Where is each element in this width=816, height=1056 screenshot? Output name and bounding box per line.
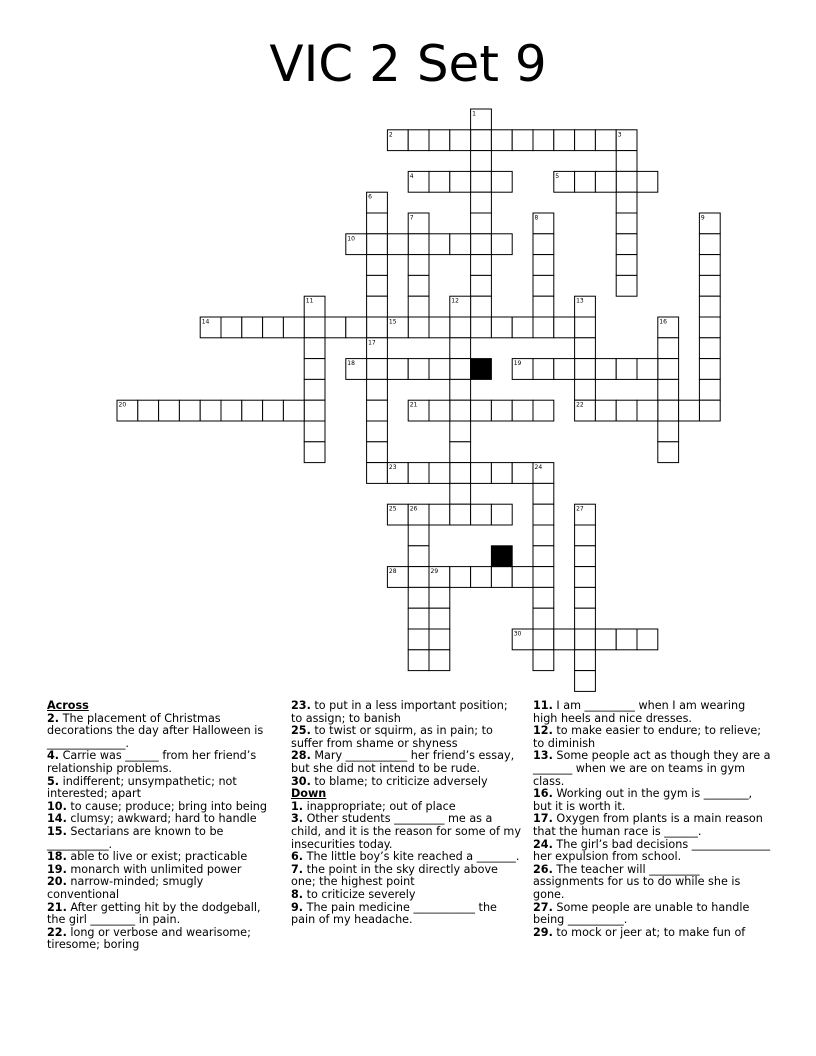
clue-down-16: 16. Working out in the gym is ________, but it is worth it.	[533, 787, 753, 813]
grid-cell[interactable]	[429, 629, 450, 650]
clue-number-2: 2	[388, 131, 393, 139]
grid-cell[interactable]	[533, 608, 554, 629]
grid-cell[interactable]	[408, 359, 429, 380]
grid-cell[interactable]	[699, 317, 720, 338]
grid-cell[interactable]	[616, 213, 637, 234]
clue-across-5: 5. indifferent; unsympathetic; not interested; apart	[47, 774, 237, 801]
grid-cell[interactable]	[408, 296, 429, 317]
grid-cell[interactable]	[367, 379, 388, 400]
grid-cell[interactable]	[450, 463, 471, 484]
grid-cell[interactable]	[699, 296, 720, 317]
grid-cell[interactable]	[408, 525, 429, 546]
grid-cell[interactable]	[367, 296, 388, 317]
clue-number-25: 25	[388, 505, 397, 513]
grid-cell[interactable]	[554, 130, 575, 151]
grid-cell[interactable]	[367, 234, 388, 255]
clue-number-29: 29	[430, 568, 439, 576]
grid-cell[interactable]	[242, 317, 263, 338]
clue-number-16: 16	[659, 318, 667, 326]
grid-cell[interactable]	[533, 650, 554, 671]
clue-across-18: 18. able to live or exist; practicable	[47, 850, 248, 864]
grid-cell[interactable]	[304, 442, 325, 463]
grid-cell[interactable]	[367, 359, 388, 380]
grid-cell[interactable]	[367, 400, 388, 421]
clue-column-2	[291, 700, 522, 927]
grid-cell[interactable]	[283, 400, 304, 421]
grid-cell[interactable]	[408, 587, 429, 608]
grid-cell[interactable]	[533, 130, 554, 151]
grid-cell[interactable]	[533, 234, 554, 255]
clue-number-4: 4	[409, 172, 414, 180]
grid-cell[interactable]	[450, 171, 471, 192]
grid-cell[interactable]	[616, 255, 637, 276]
grid-cell[interactable]	[471, 234, 492, 255]
grid-cell[interactable]	[304, 338, 325, 359]
clue-down-7: 7. the point in the sky directly above one; the highest point	[291, 862, 498, 889]
grid-cell[interactable]	[699, 359, 720, 380]
grid-cell[interactable]	[575, 379, 596, 400]
clue-down-8: 8. to criticize severely	[291, 887, 416, 901]
grid-cell[interactable]	[658, 379, 679, 400]
grid-cell[interactable]	[575, 359, 596, 380]
grid-cell[interactable]	[283, 317, 304, 338]
clue-down-1: 1. inappropriate; out of place	[291, 799, 456, 813]
grid-cell[interactable]	[595, 629, 616, 650]
grid-cell[interactable]	[533, 504, 554, 525]
grid-cell[interactable]	[408, 608, 429, 629]
grid-cell[interactable]	[387, 359, 408, 380]
grid-cell[interactable]	[575, 567, 596, 588]
grid-cell[interactable]	[450, 379, 471, 400]
grid-cell[interactable]	[491, 567, 512, 588]
grid-cell[interactable]	[450, 359, 471, 380]
grid-cell[interactable]	[616, 171, 637, 192]
clue-down-13: 13. Some people act as though they are a _______ when we are on teams in gym class.	[533, 749, 771, 788]
grid-cell[interactable]	[471, 130, 492, 151]
grid-cell[interactable]	[429, 400, 450, 421]
grid-cell[interactable]	[471, 213, 492, 234]
grid-cell[interactable]	[367, 255, 388, 276]
grid-cell[interactable]	[304, 379, 325, 400]
grid-cell[interactable]	[533, 525, 554, 546]
grid-cell[interactable]	[699, 379, 720, 400]
grid-cell[interactable]	[159, 400, 180, 421]
clue-across-28: 28. Mary ___________ her friend’s essay, but she did not intend to be rude.	[291, 749, 515, 775]
clue-number-24: 24	[534, 464, 543, 472]
clue-across-10: 10. to cause; produce; bring into being	[47, 799, 267, 813]
clue-down-3: 3. Other students _________ me as a child, and it is the reason for some of my insecurities today.	[291, 812, 521, 851]
grid-cell[interactable]	[450, 400, 471, 421]
grid-cell[interactable]	[533, 629, 554, 650]
grid-cell[interactable]	[471, 567, 492, 588]
clue-number-17: 17	[368, 339, 376, 347]
grid-cell[interactable]	[408, 650, 429, 671]
grid-cell[interactable]	[491, 463, 512, 484]
clue-number-19: 19	[513, 360, 522, 368]
grid-cell[interactable]	[595, 359, 616, 380]
clue-number-12: 12	[451, 297, 459, 305]
clue-down-9: 9. The pain medicine ___________ the pain of my headache.	[291, 900, 497, 927]
grid-cell[interactable]	[408, 275, 429, 296]
grid-cell[interactable]	[699, 255, 720, 276]
grid-cell[interactable]	[616, 629, 637, 650]
grid-cell[interactable]	[263, 317, 284, 338]
grid-cell[interactable]	[491, 400, 512, 421]
grid-cell[interactable]	[512, 317, 533, 338]
grid-cell[interactable]	[450, 483, 471, 504]
grid-cell[interactable]	[533, 400, 554, 421]
clue-down-27: 27. Some people are unable to handle being __________.	[533, 900, 750, 927]
grid-cell[interactable]	[450, 317, 471, 338]
grid-cell[interactable]	[616, 275, 637, 296]
clue-number-13: 13	[576, 297, 584, 305]
grid-cell[interactable]	[367, 463, 388, 484]
clue-number-5: 5	[555, 172, 560, 180]
clue-across-25: 25. to twist or squirm, as in pain; to suffer from shame or shyness	[291, 724, 493, 750]
grid-cell[interactable]	[575, 130, 596, 151]
clue-number-27: 27	[576, 505, 584, 513]
grid-cell[interactable]	[575, 650, 596, 671]
grid-cell[interactable]	[575, 317, 596, 338]
clue-number-1: 1	[472, 110, 476, 118]
grid-cell[interactable]	[450, 338, 471, 359]
grid-cell[interactable]	[367, 275, 388, 296]
grid-cell[interactable]	[512, 400, 533, 421]
grid-cell[interactable]	[616, 400, 637, 421]
clue-column-1	[47, 700, 277, 952]
clue-number-15: 15	[388, 318, 397, 326]
grid-cell[interactable]	[429, 359, 450, 380]
grid-cell[interactable]	[471, 463, 492, 484]
grid-cell[interactable]	[304, 359, 325, 380]
clue-number-6: 6	[368, 193, 372, 201]
grid-cell[interactable]	[304, 317, 325, 338]
grid-cell[interactable]	[575, 671, 596, 692]
grid-cell[interactable]	[575, 629, 596, 650]
grid-cell[interactable]	[387, 234, 408, 255]
black-cell	[471, 359, 492, 380]
grid-cell[interactable]	[637, 171, 658, 192]
grid-cell[interactable]	[554, 629, 575, 650]
clue-across-21: 21. After getting hit by the dodgeball, the girl ________ in pain.	[47, 900, 261, 927]
grid-cell[interactable]	[533, 317, 554, 338]
grid-cell[interactable]	[408, 130, 429, 151]
grid-cell[interactable]	[575, 587, 596, 608]
clue-across-22: 22. long or verbose and wearisome; tiresome; boring	[47, 925, 251, 952]
clue-number-23: 23	[388, 464, 397, 472]
grid-cell[interactable]	[367, 213, 388, 234]
down-heading: Down	[291, 787, 327, 801]
grid-cell[interactable]	[491, 504, 512, 525]
clue-across-30: 30. to blame; to criticize adversely	[291, 774, 488, 788]
grid-cell[interactable]	[595, 130, 616, 151]
grid-cell[interactable]	[679, 400, 700, 421]
clue-number-3: 3	[617, 131, 622, 139]
grid-cell[interactable]	[304, 400, 325, 421]
grid-cell[interactable]	[450, 567, 471, 588]
grid-cell[interactable]	[533, 546, 554, 567]
grid-cell[interactable]	[512, 463, 533, 484]
clue-across-23: 23. to put in a less important position; to assign; to banish	[291, 699, 508, 725]
clue-down-12: 12. to make easier to endure; to relieve; to diminish	[533, 724, 762, 750]
grid-cell[interactable]	[699, 275, 720, 296]
grid-cell[interactable]	[699, 338, 720, 359]
grid-cell[interactable]	[512, 567, 533, 588]
grid-cell[interactable]	[408, 463, 429, 484]
grid-cell[interactable]	[554, 359, 575, 380]
grid-cell[interactable]	[221, 400, 242, 421]
grid-cell[interactable]	[491, 234, 512, 255]
clue-number-30: 30	[513, 630, 522, 638]
grid-cell[interactable]	[658, 421, 679, 442]
grid-cell[interactable]	[658, 338, 679, 359]
grid-cell[interactable]	[138, 400, 159, 421]
clue-number-14: 14	[201, 318, 210, 326]
grid-cell[interactable]	[179, 400, 200, 421]
grid-cell[interactable]	[595, 171, 616, 192]
clue-down-17: 17. Oxygen from plants is a main reason that the human race is ______.	[533, 812, 763, 838]
grid-cell[interactable]	[637, 629, 658, 650]
clue-number-10: 10	[347, 235, 355, 243]
grid-cell[interactable]	[471, 171, 492, 192]
grid-cell[interactable]	[346, 317, 367, 338]
clue-number-21: 21	[409, 401, 418, 409]
grid-cell[interactable]	[408, 255, 429, 276]
grid-cell[interactable]	[471, 296, 492, 317]
grid-cell[interactable]	[575, 171, 596, 192]
grid-cell[interactable]	[471, 400, 492, 421]
grid-cell[interactable]	[533, 275, 554, 296]
grid-cell[interactable]	[429, 317, 450, 338]
grid-cell[interactable]	[408, 546, 429, 567]
grid-cell[interactable]	[616, 359, 637, 380]
clue-number-18: 18	[347, 360, 355, 368]
grid-cell[interactable]	[242, 400, 263, 421]
clue-down-29: 29. to mock or jeer at; to make fun of	[533, 925, 746, 939]
grid-cell[interactable]	[471, 255, 492, 276]
clue-number-9: 9	[700, 214, 705, 222]
grid-cell[interactable]	[408, 629, 429, 650]
grid-cell[interactable]	[658, 400, 679, 421]
grid-cell[interactable]	[533, 255, 554, 276]
clue-number-20: 20	[118, 401, 127, 409]
grid-cell[interactable]	[408, 567, 429, 588]
grid-cell[interactable]	[367, 317, 388, 338]
grid-cell[interactable]	[408, 234, 429, 255]
clue-number-7: 7	[409, 214, 414, 222]
grid-cell[interactable]	[450, 421, 471, 442]
grid-cell[interactable]	[575, 338, 596, 359]
grid-cell[interactable]	[637, 400, 658, 421]
grid-cell[interactable]	[658, 359, 679, 380]
grid-cell[interactable]	[637, 359, 658, 380]
grid-cell[interactable]	[616, 151, 637, 172]
grid-cell[interactable]	[304, 421, 325, 442]
grid-cell[interactable]	[471, 275, 492, 296]
grid-cell[interactable]	[325, 317, 346, 338]
grid-cell[interactable]	[658, 442, 679, 463]
grid-cell[interactable]	[471, 151, 492, 172]
grid-cell[interactable]	[491, 130, 512, 151]
grid-cell[interactable]	[699, 234, 720, 255]
grid-cell[interactable]	[450, 234, 471, 255]
clue-number-8: 8	[534, 214, 539, 222]
grid-cell[interactable]	[429, 463, 450, 484]
clue-number-26: 26	[409, 505, 418, 513]
clue-number-22: 22	[576, 401, 584, 409]
grid-cell[interactable]	[471, 504, 492, 525]
grid-cell[interactable]	[699, 400, 720, 421]
grid-cell[interactable]	[533, 567, 554, 588]
grid-cell[interactable]	[512, 130, 533, 151]
grid-cell[interactable]	[429, 650, 450, 671]
grid-cell[interactable]	[429, 587, 450, 608]
grid-cell[interactable]	[429, 171, 450, 192]
clue-down-11: 11. I am _________ when I am wearing high heels and nice dresses.	[533, 699, 746, 725]
grid-cell[interactable]	[471, 192, 492, 213]
grid-cell[interactable]	[450, 130, 471, 151]
page-title: VIC 2 Set 9	[269, 35, 547, 93]
clue-across-20: 20. narrow-minded; smugly conventional	[47, 875, 204, 901]
grid-cell[interactable]	[221, 317, 242, 338]
clue-across-4: 4. Carrie was ______ from her friend’s relationship problems.	[47, 749, 257, 775]
grid-cell[interactable]	[533, 359, 554, 380]
grid-cell[interactable]	[575, 608, 596, 629]
grid-cell[interactable]	[575, 546, 596, 567]
grid-cell[interactable]	[450, 504, 471, 525]
clue-column-3	[533, 700, 773, 939]
clue-down-6: 6. The little boy’s kite reached a _______.	[291, 850, 520, 864]
grid-cell[interactable]	[533, 587, 554, 608]
grid-cell[interactable]	[533, 483, 554, 504]
across-heading: Across	[47, 699, 89, 712]
clue-across-2: 2. The placement of Christmas decorations the day after Halloween is ______________.	[47, 711, 264, 750]
grid-cell[interactable]	[450, 442, 471, 463]
clue-number-11: 11	[305, 297, 314, 305]
grid-cell[interactable]	[408, 317, 429, 338]
clue-down-24: 24. The girl’s bad decisions ______________ her expulsion from school.	[533, 837, 771, 864]
grid-cell[interactable]	[429, 504, 450, 525]
black-cell	[491, 546, 512, 567]
clue-across-15: 15. Sectarians are known to be ___________.	[47, 824, 224, 851]
clue-across-19: 19. monarch with unlimited power	[47, 862, 242, 876]
clue-down-26: 26. The teacher will _________ assignments for us to do while she is gone.	[533, 862, 741, 901]
grid-cell[interactable]	[616, 192, 637, 213]
grid-cell[interactable]	[575, 525, 596, 546]
grid-cell[interactable]	[263, 400, 284, 421]
grid-cell[interactable]	[367, 442, 388, 463]
grid-cell[interactable]	[616, 234, 637, 255]
grid-cell[interactable]	[533, 296, 554, 317]
grid-cell[interactable]	[554, 317, 575, 338]
clue-number-28: 28	[388, 568, 397, 576]
grid-cell[interactable]	[367, 421, 388, 442]
grid-cell[interactable]	[471, 317, 492, 338]
grid-cell[interactable]	[491, 317, 512, 338]
grid-cell[interactable]	[200, 400, 221, 421]
grid-cell[interactable]	[429, 234, 450, 255]
grid-cell[interactable]	[429, 608, 450, 629]
grid-cell[interactable]	[491, 171, 512, 192]
grid-cell[interactable]	[595, 400, 616, 421]
clue-across-14: 14. clumsy; awkward; hard to handle	[47, 812, 257, 826]
grid-cell[interactable]	[429, 130, 450, 151]
